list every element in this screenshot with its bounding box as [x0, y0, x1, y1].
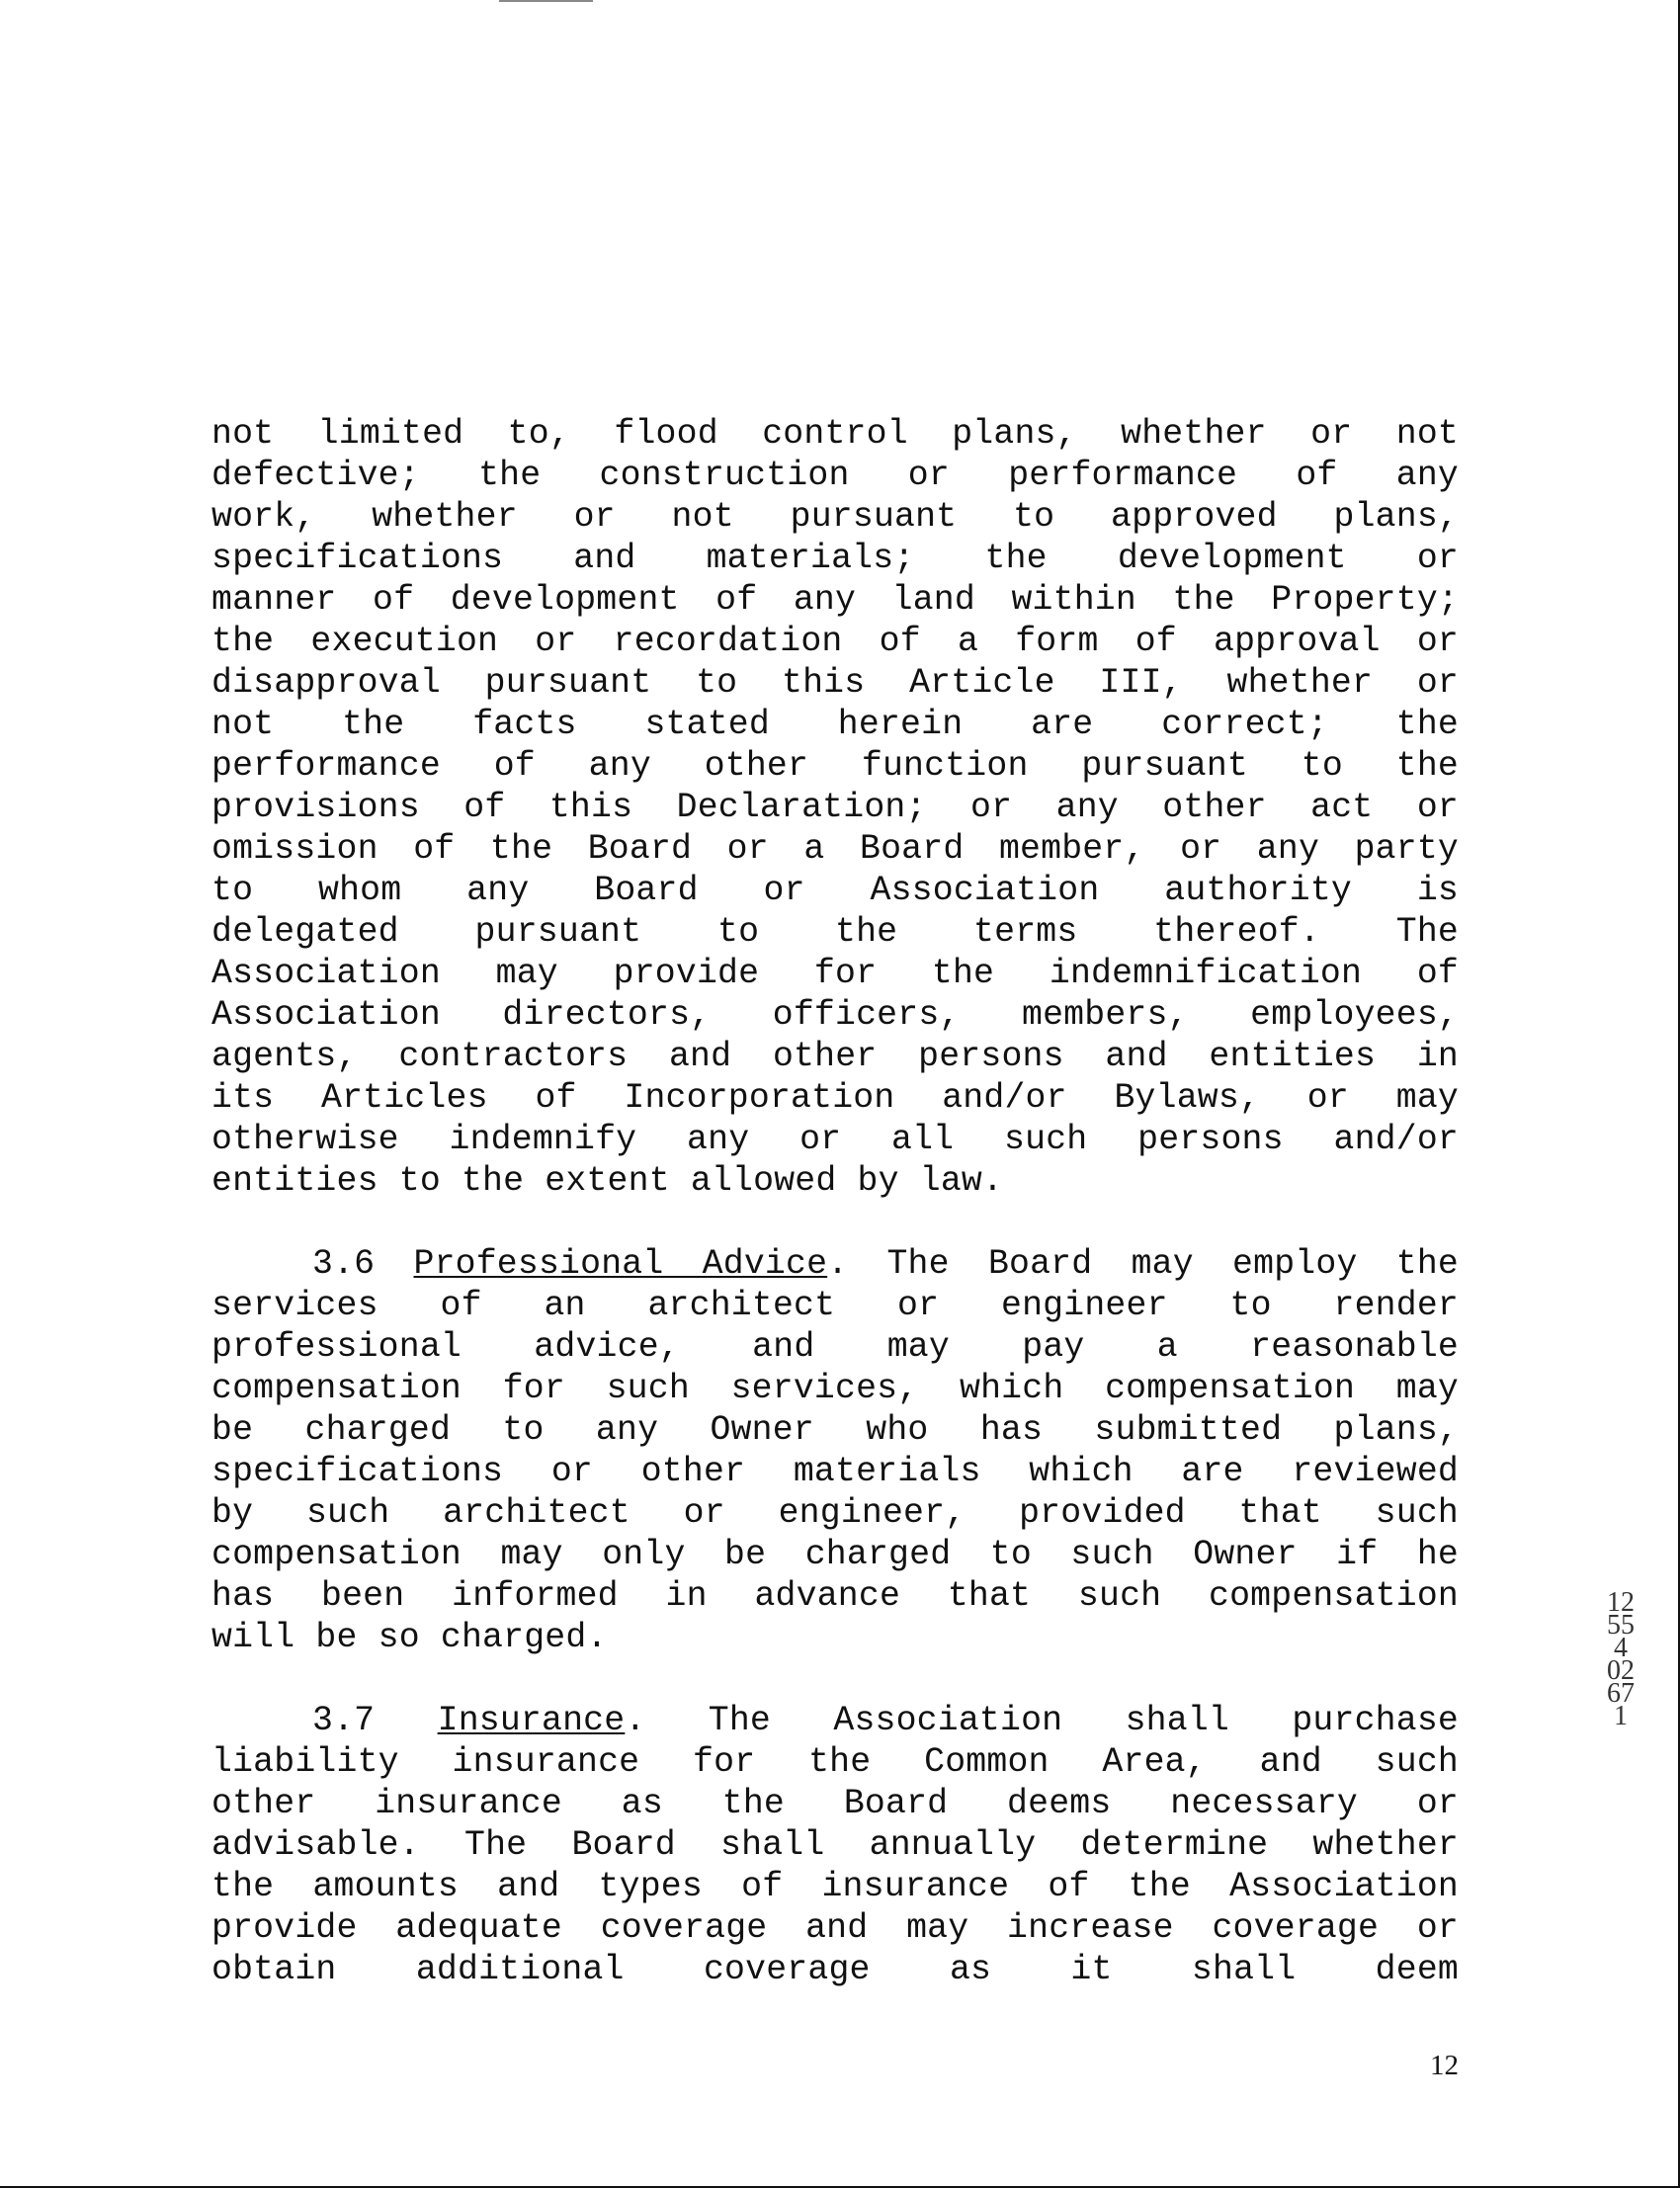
paragraph-line: Association may provide for the indemnification of	[211, 955, 1459, 993]
paragraph-line: entities to the extent allowed by law.	[211, 1162, 1004, 1201]
paragraph-line: be charged to any Owner who has submitted plans,	[211, 1411, 1459, 1450]
scan-top-mark	[499, 0, 593, 2]
section-first-line-text: . The Association shall purchase	[625, 1702, 1460, 1740]
paragraph-line: not the facts stated herein are correct; the	[211, 706, 1459, 744]
paragraph-line: not limited to, flood control plans, whether or not	[211, 415, 1459, 454]
paragraph-line: specifications or other materials which are reviewed	[211, 1453, 1459, 1491]
section-heading-professional-advice: Professional Advice	[413, 1245, 828, 1284]
section-first-line-text: . The Board may employ the	[827, 1245, 1459, 1284]
section-number: 3.7	[312, 1702, 376, 1740]
paragraph-line: omission of the Board or a Board member, or any party	[211, 830, 1459, 869]
paragraph-line: liability insurance for the Common Area, and such	[211, 1743, 1459, 1782]
side-recording-number: 12554 02671	[1607, 1587, 1635, 1731]
paragraph-line: delegated pursuant to the terms thereof. The	[211, 913, 1459, 952]
page-number: 12	[1430, 2050, 1459, 2081]
section-number: 3.6	[312, 1245, 376, 1284]
paragraph-line: defective; the construction or performance of any	[211, 457, 1459, 495]
paragraph-line: agents, contractors and other persons and entities in	[211, 1038, 1459, 1076]
paragraph-line: disapproval pursuant to this Article III, whether or	[211, 664, 1459, 703]
paragraph-line: specifications and materials; the development or	[211, 540, 1459, 578]
paragraph-line: provide adequate coverage and may increase coverage or	[211, 1909, 1459, 1948]
paragraph-line: compensation may only be charged to such Owner if he	[211, 1536, 1459, 1574]
paragraph-line: the execution or recordation of a form of approval or	[211, 623, 1459, 661]
paragraph-line: has been informed in advance that such compensation	[211, 1577, 1459, 1616]
paragraph-line: work, whether or not pursuant to approved plans,	[211, 498, 1459, 537]
section-3-6-first-line	[312, 1244, 1459, 1286]
section-heading-insurance: Insurance	[437, 1702, 626, 1740]
paragraph-line: will be so charged.	[211, 1619, 608, 1657]
paragraph-line: by such architect or engineer, provided that such	[211, 1494, 1459, 1533]
paragraph-line: provisions of this Declaration; or any other act or	[211, 789, 1459, 827]
paragraph-line: services of an architect or engineer to render	[211, 1287, 1459, 1325]
paragraph-line: performance of any other function pursuant to the	[211, 747, 1459, 786]
paragraph-line: compensation for such services, which compensation may	[211, 1370, 1459, 1408]
paragraph-line: obtain additional coverage as it shall deem	[211, 1951, 1459, 1989]
paragraph-line: professional advice, and may pay a reasonable	[211, 1328, 1459, 1367]
paragraph-line: other insurance as the Board deems necessary or	[211, 1785, 1459, 1823]
section-3-7-first-line	[312, 1701, 1459, 1742]
paragraph-line: otherwise indemnify any or all such persons and/or	[211, 1121, 1459, 1159]
paragraph-line: Association directors, officers, members, employees,	[211, 996, 1459, 1035]
paragraph-line: to whom any Board or Association authority is	[211, 872, 1459, 910]
paragraph-line: manner of development of any land within the Property;	[211, 581, 1459, 620]
paragraph-line: its Articles of Incorporation and/or Bylaws, or may	[211, 1079, 1459, 1118]
paragraph-line: advisable. The Board shall annually determine whether	[211, 1826, 1459, 1865]
paragraph-line: the amounts and types of insurance of the Association	[211, 1868, 1459, 1906]
